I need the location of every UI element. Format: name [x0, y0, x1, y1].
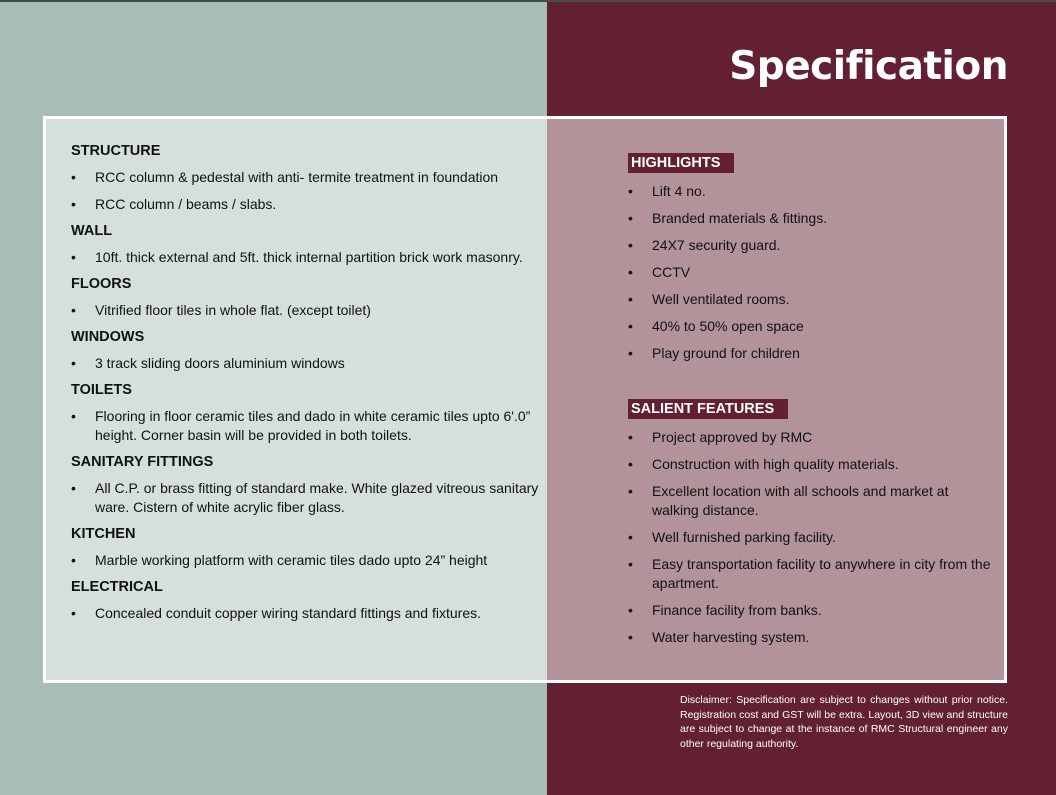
list-item: • Concealed conduit copper wiring standard fittings and fixtures. — [71, 604, 541, 623]
highlights-heading: HIGHLIGHTS — [628, 153, 734, 173]
list-item: • Marble working platform with ceramic tiles dado upto 24” height — [71, 551, 541, 570]
list-item: • Lift 4 no. — [628, 182, 998, 201]
list-item: • CCTV — [628, 263, 998, 282]
list-item: • 10ft. thick external and 5ft. thick internal partition brick work masonry. — [71, 248, 541, 267]
spec-section-wall — [71, 222, 541, 267]
list-item: • Vitrified floor tiles in whole flat. (except toilet) — [71, 301, 541, 320]
spec-section-floors — [71, 275, 541, 320]
list-item: • RCC column / beams / slabs. — [71, 195, 541, 214]
section-heading: STRUCTURE — [71, 143, 161, 159]
section-heading: SANITARY FITTINGS — [71, 454, 214, 470]
highlights-section — [628, 153, 998, 363]
section-heading: ELECTRICAL — [71, 579, 163, 595]
section-heading: WINDOWS — [71, 329, 145, 345]
section-heading: TOILETS — [71, 382, 132, 398]
list-item: • Well ventilated rooms. — [628, 290, 998, 309]
list-item: • 24X7 security guard. — [628, 236, 998, 255]
list-item: • RCC column & pedestal with anti- termite treatment in foundation — [71, 168, 541, 187]
page-title: Specification — [729, 44, 1008, 89]
list-item: • Branded materials & fittings. — [628, 209, 998, 228]
section-heading: KITCHEN — [71, 526, 136, 542]
salient-features-section — [628, 399, 998, 647]
spec-section-windows — [71, 328, 541, 373]
section-heading: FLOORS — [71, 276, 132, 292]
spec-section-kitchen — [71, 525, 541, 570]
spec-section-structure — [71, 142, 541, 214]
list-item: • Flooring in floor ceramic tiles and dado in white ceramic tiles upto 6'.0” height. Corner basin will be provided in both toilets. — [71, 407, 541, 445]
specs-column — [71, 142, 541, 631]
list-item: • Excellent location with all schools and market at walking distance. — [628, 482, 998, 520]
list-item: • All C.P. or brass fitting of standard make. White glazed vitreous sanitary ware. Cistern of white acrylic fiber glass. — [71, 479, 541, 517]
salient-features-heading: SALIENT FEATURES — [628, 399, 788, 419]
list-item: • Water harvesting system. — [628, 628, 998, 647]
disclaimer-text: Disclaimer: Specification are subject to changes without prior notice. Registration cost and GST will be extra. Layout, 3D view and structure are subject to change at the instance of RMC Structural engineer any other regulating authority. — [680, 694, 1008, 750]
list-item: • Play ground for children — [628, 344, 998, 363]
list-item: • Easy transportation facility to anywhere in city from the apartment. — [628, 555, 998, 593]
list-item: • Construction with high quality materials. — [628, 455, 998, 474]
spec-section-sanitary — [71, 453, 541, 517]
list-item: • Well furnished parking facility. — [628, 528, 998, 547]
top-border — [0, 0, 1056, 2]
spec-section-electrical — [71, 578, 541, 623]
list-item: • Project approved by RMC — [628, 428, 998, 447]
list-item: • 40% to 50% open space — [628, 317, 998, 336]
list-item: • 3 track sliding doors aluminium windows — [71, 354, 541, 373]
section-heading: WALL — [71, 223, 113, 239]
spec-section-toilets — [71, 381, 541, 445]
list-item: • Finance facility from banks. — [628, 601, 998, 620]
features-column — [628, 153, 998, 655]
